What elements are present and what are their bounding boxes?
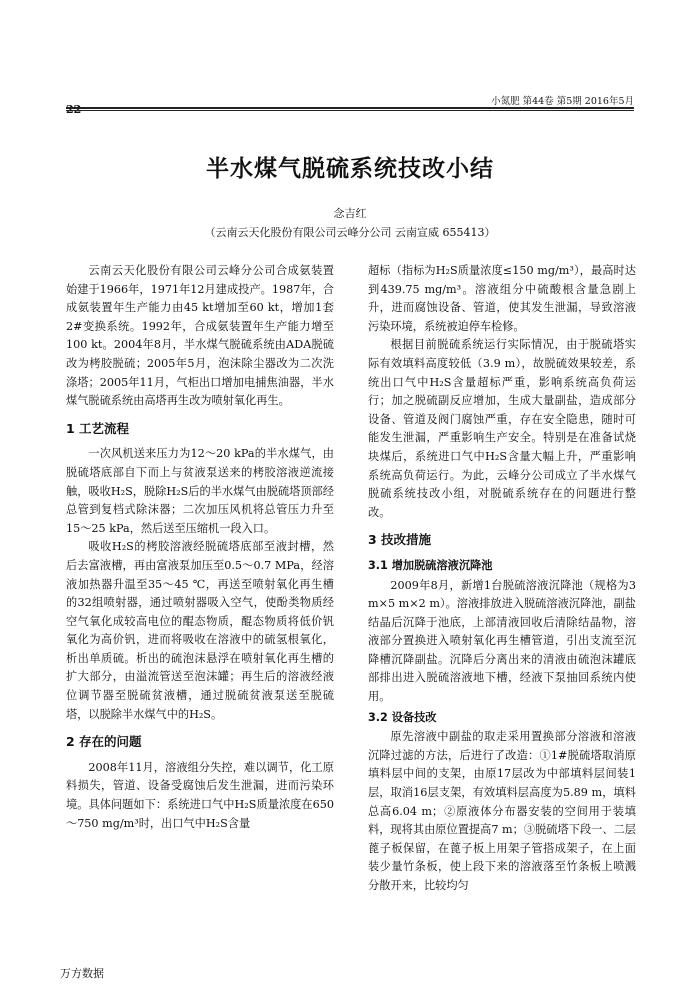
- article-author: 念吉红: [333, 207, 367, 220]
- section-heading-process: 1 工艺流程: [66, 420, 130, 436]
- problems-paragraph-continued: 超标（指标为H₂S质量浓度≤150 mg/m³），最高时达到439.75 mg/m³。溶液组分中硫酸根含量急剧上升，进而腐蚀设备、管道，使其发生泄漏，导致溶液污染环境，系统被迫停车检修。: [368, 264, 636, 333]
- article-affiliation: （云南云天化股份有限公司云峰分公司 云南宣威 655413）: [204, 226, 496, 239]
- page-number: 22: [66, 103, 82, 116]
- journal-header: 小氮肥 第44卷 第5期 2016年5月: [491, 96, 634, 107]
- intro-paragraph: 云南云天化股份有限公司云峰分公司合成氨装置始建于1966年，1971年12月建成投产。1987年，合成氨装置年生产能力由45 kt增加至60 kt，增加1套2#变换系统。1992年，合成氨装置年生产能力增至100 kt。2004年8月，半水煤气脱硫系统由ADA脱硫改为栲胶脱硫；2005年5月，泡沫除尘器改为二次洗涤塔；2005年11月，气柜出口增加电捕焦油器，半水煤气脱硫系统由高塔再生改为喷射氧化再生。: [66, 264, 334, 408]
- process-paragraph-2: 吸收H₂S的栲胶溶液经脱硫塔底部至液封槽，然后去富液槽，再由富液泵加压至0.5～0.7 MPa，经溶液加热器升温至35～45 ℃，再送至喷射氧化再生槽的32组喷射器，通过喷射器吸入空气，使酚类物质经空气氧化成较高电位的醌态物质，醌态物质将低价钒氧化为高价钒，进而将吸收在溶液中的硫氢根氧化，析出单质硫。析出的硫泡沫悬浮在喷射氧化再生槽的扩大部分，由溢流管送至泡沫罐；再生后的溶液经液位调节器至脱硫贫液槽，通过脱硫贫液泵送至脱硫塔，以脱除半水煤气中的H₂S。: [66, 540, 334, 721]
- settling-tank-paragraph: 2009年8月，新增1台脱硫溶液沉降池（规格为3 m×5 m×2 m）。溶液排放进入脱硫溶液沉降池，副盐结晶后沉降于池底，上部清液回收后清除结晶物，溶液部分置换进入喷射氧化再生槽管道，引出支流至沉降槽沉降副盐。沉降后分离出来的清液由硫泡沫罐底部排出进入脱硫溶液地下槽，经液下泵抽回系统内使用。: [368, 578, 636, 704]
- right-column: [368, 262, 636, 896]
- section-heading-problems: 2 存在的问题: [66, 734, 142, 750]
- header-rule: [66, 107, 634, 109]
- article-title: 半水煤气脱硫系统技改小结: [206, 156, 494, 182]
- equipment-paragraph: 原先溶液中副盐的取走采用置换部分溶液和溶液沉降过滤的方法，后进行了改造：①1#脱硫塔取消原填料层中间的支架，由原17层改为中部填料层间装1层，取消16层支架，有效填料层高度为5.89 m，填料总高6.04 m；②原液体分布器安装的空间用于装填料，现将其由原位置提高7 m；③脱硫塔下段一、二层蓖子板保留，在蓖子板上用架子管搭成架子，在上面装少量竹条板，使上段下来的溶液落至竹条板上喷溅分散开来，比较均匀: [368, 730, 636, 892]
- process-paragraph-1: 一次风机送来压力为12～20 kPa的半水煤气，由脱硫塔底部自下而上与贫液泵送来的栲胶溶液逆流接触，吸收H₂S，脱除H₂S后的半水煤气由脱硫塔顶部经总管到复档式除沫器；二次加压风机将总管压力升至15～25 kPa，然后送至压缩机一段入口。: [66, 447, 334, 535]
- problems-paragraph-1: 2008年11月，溶液组分失控，难以调节，化工原料损失，管道、设备受腐蚀后发生泄漏，进而污染环境。具体问题如下：系统进口气中H₂S质量浓度在650～750 mg/m³时，出口气中H₂S含量: [66, 760, 334, 830]
- left-column: [66, 262, 334, 833]
- subsection-heading-settling-tank: 3.1 增加脱硫溶液沉降池: [368, 558, 493, 572]
- section-heading-measures: 3 技改措施: [368, 532, 432, 548]
- subsection-heading-equipment: 3.2 设备技改: [368, 710, 437, 724]
- header-rule-thin: [66, 110, 634, 111]
- problems-paragraph-2: 根据目前脱硫系统运行实际情况，由于脱硫塔实际有效填料高度较低（3.9 m），故脱硫效果较差，系统出口气中H₂S含量超标严重，影响系统高负荷运行；加之脱硫副反应增加，生成大量副盐，造成部分设备、管道及阀门腐蚀严重，存在安全隐患，随时可能发生泄漏，严重影响生产安全。特别是在准备试烧块煤后，系统进口气中H₂S含量大幅上升，严重影响系统高负荷运行。为此，云峰分公司成立了半水煤气脱硫系统技改小组，对脱硫系统存在的问题进行整改。: [368, 338, 636, 519]
- footer-source: 万方数据: [60, 967, 104, 980]
